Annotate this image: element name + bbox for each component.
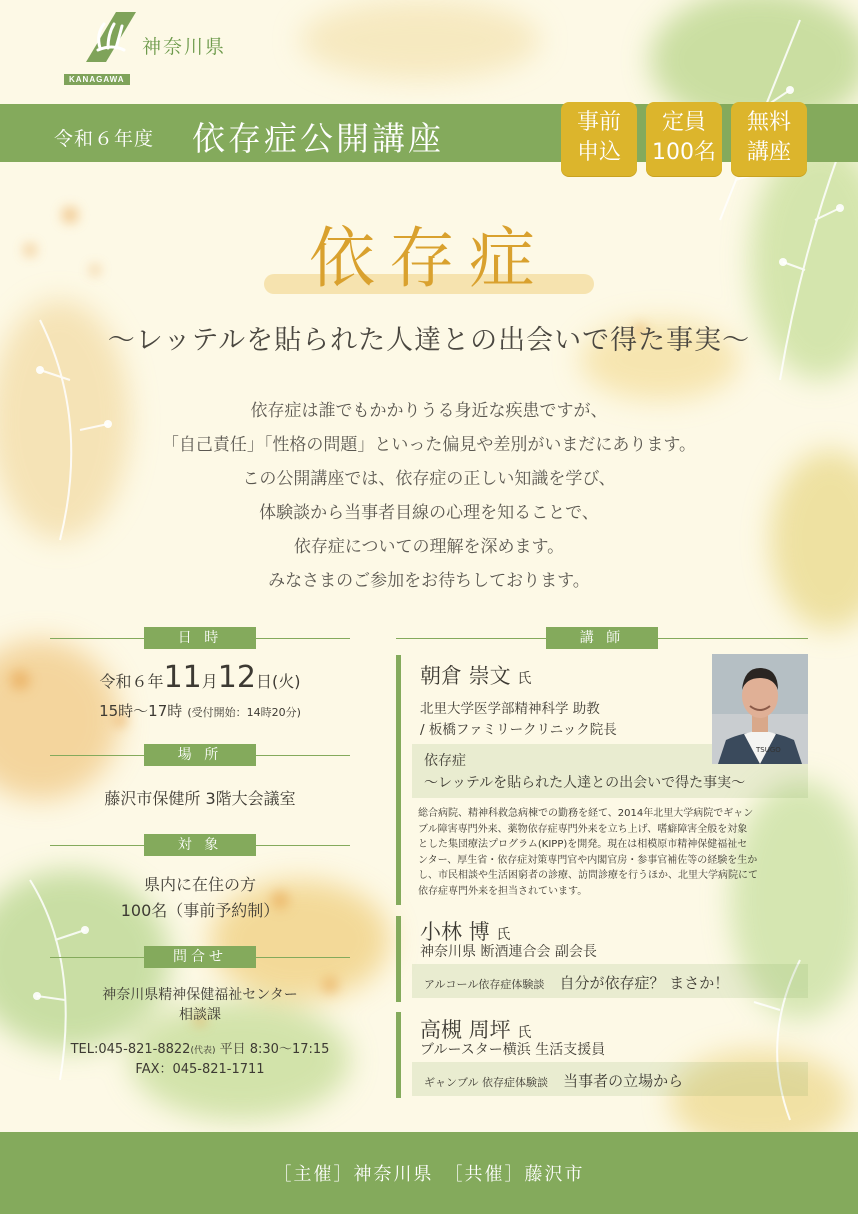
third-speaker-affiliation: ブルースター横浜 生活支援員	[420, 1042, 606, 1058]
target-capacity: 100名（事前予約制）	[120, 901, 280, 920]
lecturer-name: 朝倉 崇文 氏	[420, 664, 532, 688]
third-speaker-accent-bar	[396, 1012, 401, 1098]
venue-heading: 場 所	[50, 744, 350, 766]
venue-text: 藤沢市保健所 3階大会議室	[104, 789, 296, 808]
second-speaker-name: 小林 博 氏	[420, 920, 511, 944]
subtitle: 〜レッテルを貼られた人達との出会いで得た事実〜	[107, 325, 751, 356]
second-talk: アルコール依存症体験談 自分が依存症？ まさか！	[424, 974, 730, 992]
speakers-heading: 講 師	[396, 627, 808, 649]
lecturer-photo	[712, 654, 808, 764]
target-heading: 対 象	[50, 834, 350, 856]
second-speaker-affiliation: 神奈川県 断酒連合会 副会長	[420, 944, 597, 960]
event-time: 15時〜17時 (受付開始：14時20分)	[99, 702, 301, 720]
logo-tag: KANAGAWA	[64, 74, 130, 85]
badge-capacity: 定員 100名	[646, 102, 722, 176]
portrait-image	[712, 654, 808, 764]
svg-text:TSUGO: TSUGO	[756, 746, 781, 754]
organizers: ［主催］神奈川県 ［共催］藤沢市	[273, 1164, 585, 1185]
main-title: 依存症	[309, 220, 549, 297]
contact-fax: FAX：045-821-1711	[135, 1062, 265, 1077]
lecturer-bio: 総合病院、精神科救急病棟での勤務を経て、2014年北里大学病院でギャン ブル障害専門外来、薬物依存症専門外来を立ち上げ、嗜癖障害全般を対象 とした集団療法プログラム(KIPP)を開発。現在は相模原市精神保健福祉セ ンター、厚生省・依存症対策専門官や内閣官房・参事官補佐等の経験を生か し、市民相談や生活困窮者の診療、訪問診療を行うほか、北里大学病院にて 依存症専門外来を担当されています。	[418, 808, 758, 897]
contact-tel: TEL:045-821-8822(代表) 平日 8:30〜17:15	[70, 1042, 330, 1057]
contact-dept: 相談課	[179, 1007, 221, 1023]
contact-org: 神奈川県精神保健福祉センター	[102, 987, 298, 1003]
kanagawa-logo	[60, 8, 150, 90]
second-speaker-accent-bar	[396, 916, 401, 1002]
fiscal-year: 令和６年度	[54, 128, 155, 150]
lecturer-affiliation-2: / 板橋ファミリークリニック院長	[420, 722, 617, 738]
series-title: 依存症公開講座	[192, 119, 444, 158]
lecturer-accent-bar	[396, 655, 401, 905]
intro-text: 依存症は誰でもかかりうる身近な疾患ですが、 「自己責任」「性格の問題」といった偏見や差別がいまだにあります。 この公開講座では、依存症の正しい知識を学び、 体験談から当事者目線の心理を知ることで、 依存症についての理解を深めます。 みなさまのご参加をお待ちしております。	[161, 401, 697, 591]
kanagawa-emblem-icon	[78, 8, 138, 70]
lecture-theme-title: 依存症	[424, 753, 466, 769]
prefecture-name: 神奈川県	[142, 36, 227, 58]
contact-heading: 問合せ	[50, 946, 350, 968]
third-speaker-name: 高槻 周坪 氏	[420, 1018, 532, 1042]
target-residents: 県内に在住の方	[143, 875, 256, 894]
event-date: 令和６年11月12日(火)	[99, 660, 301, 695]
lecturer-affiliation-1: 北里大学医学部精神科学 助教	[420, 701, 600, 717]
datetime-heading: 日 時	[50, 627, 350, 649]
lecture-theme-subtitle: 〜レッテルを貼られた人達との出会いで得た事実〜	[424, 775, 746, 791]
badge-advance-registration: 事前 申込	[561, 102, 637, 176]
third-talk: ギャンブル 依存症体験談 当事者の立場から	[424, 1072, 684, 1090]
badge-free: 無料 講座	[731, 102, 807, 176]
